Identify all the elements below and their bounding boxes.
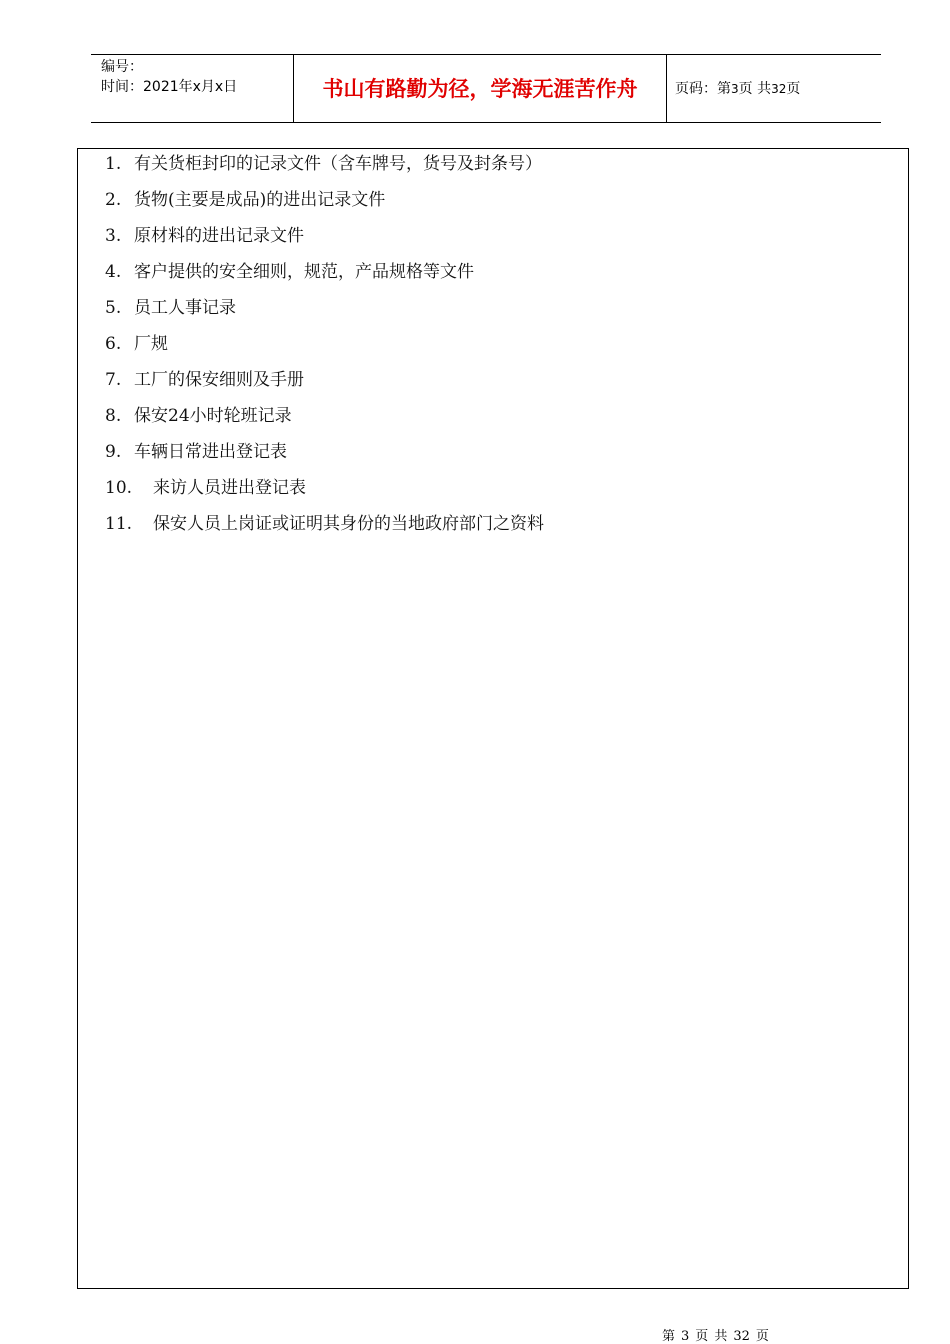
item-number: 9. xyxy=(105,442,122,462)
list-item xyxy=(105,333,544,369)
item-number: 8. xyxy=(105,406,122,426)
page-mid: 页 共 xyxy=(738,81,772,97)
list-item xyxy=(105,297,544,333)
item-text: 有关货柜封印的记录文件（含车牌号，货号及封条号） xyxy=(134,154,542,174)
list-item xyxy=(105,369,544,405)
item-number: 3. xyxy=(105,226,122,246)
item-text: 保安24小时轮班记录 xyxy=(134,406,292,426)
header-divider-right xyxy=(666,54,667,122)
footer-page-current: 3 xyxy=(681,1329,690,1344)
footer-page-total: 32 xyxy=(733,1329,750,1344)
item-number: 5. xyxy=(105,298,122,318)
item-text: 原材料的进出记录文件 xyxy=(134,226,304,246)
header-bottom-rule xyxy=(91,122,881,123)
list-item xyxy=(105,153,544,189)
footer-word-di: 第 xyxy=(662,1329,676,1344)
page-current: 3 xyxy=(731,82,739,96)
page-total: 32 xyxy=(771,82,787,96)
page-suffix: 页 xyxy=(786,81,801,97)
footer-word-ye-end: 页 xyxy=(755,1329,769,1344)
list-item xyxy=(105,261,544,297)
item-number: 4. xyxy=(105,262,122,282)
item-text: 保安人员上岗证或证明其身份的当地政府部门之资料 xyxy=(153,514,544,534)
list-item xyxy=(105,441,544,477)
item-text: 员工人事记录 xyxy=(134,298,236,318)
header-page-info xyxy=(675,79,800,99)
item-text: 货物(主要是成品)的进出记录文件 xyxy=(134,190,386,210)
header-motto: 书山有路勤为径，学海无涯苦作舟 xyxy=(322,76,638,101)
item-number: 11. xyxy=(105,514,133,534)
item-text: 工厂的保安细则及手册 xyxy=(134,370,304,390)
footer-word-ye: 页 xyxy=(695,1329,709,1344)
page-label: 页码：第 xyxy=(675,81,731,97)
doc-time-label: 时间：2021年x月x日 xyxy=(101,79,238,95)
item-text: 车辆日常进出登记表 xyxy=(134,442,287,462)
item-number: 10. xyxy=(105,478,133,498)
content-box xyxy=(77,148,909,1289)
item-number: 6. xyxy=(105,334,122,354)
item-number: 2. xyxy=(105,190,122,210)
list-item xyxy=(105,189,544,225)
header-meta xyxy=(101,57,237,97)
doc-number-label: 编号： xyxy=(101,59,143,75)
item-number: 7. xyxy=(105,370,122,390)
document-list xyxy=(105,153,544,549)
list-item xyxy=(105,513,544,549)
list-item xyxy=(105,405,544,441)
page-footer xyxy=(662,1325,775,1344)
item-text: 厂规 xyxy=(134,334,168,354)
list-item xyxy=(105,477,544,513)
item-text: 来访人员进出登记表 xyxy=(153,478,306,498)
footer-word-gong: 共 xyxy=(714,1329,728,1344)
item-number: 1. xyxy=(105,154,122,174)
list-item xyxy=(105,225,544,261)
item-text: 客户提供的安全细则，规范，产品规格等文件 xyxy=(134,262,474,282)
